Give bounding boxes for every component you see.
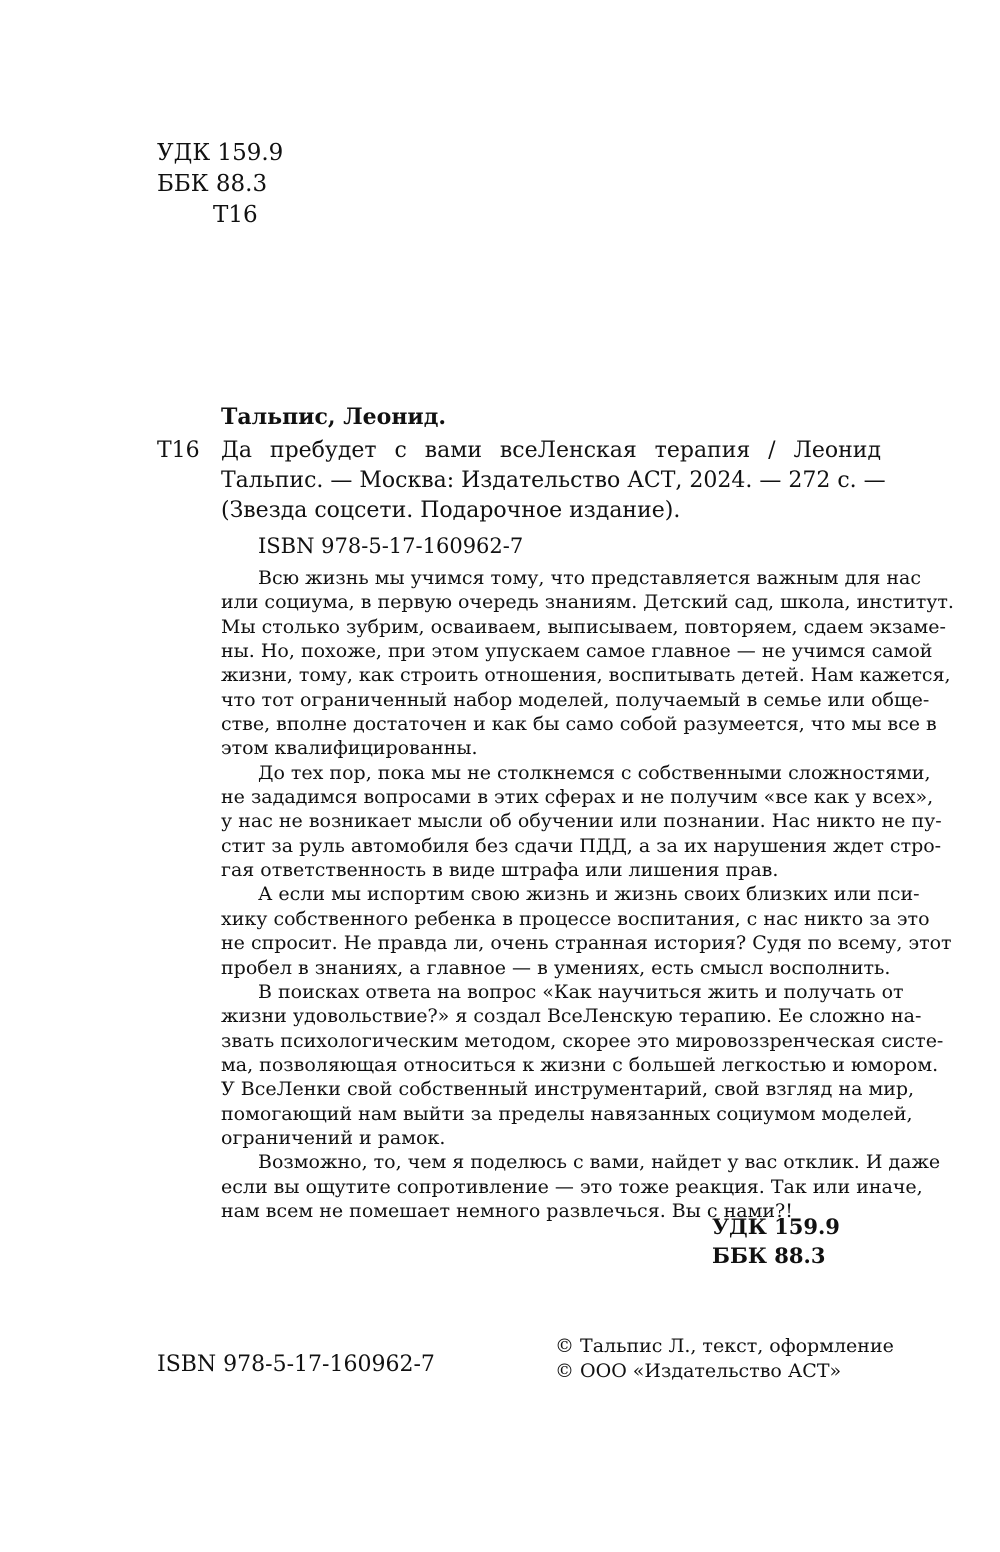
biblio-line: Тальпис. — Москва: Издательство АСТ, 2024. — 272 с. — [221,468,886,493]
annotation-line: ограничений и рамок. [221,1126,446,1149]
annotation-line: У ВсеЛенки свой собственный инструментарий, свой взгляд на мир, [221,1078,915,1101]
annotation-line: звать психологическим методом, скорее это мировоззренческая систе- [221,1029,944,1052]
bibliographic-description [221,436,886,526]
annotation-line: или социума, в первую очередь знаниям. Детский сад, школа, институт. [221,591,954,614]
annotation [221,566,954,1223]
udk-code: УДК 159.9 [157,140,284,166]
annotation-line: не зададимся вопросами в этих сферах и не получим «все как у всех», [221,786,934,809]
udk-code-bottom: УДК 159.9 [712,1214,840,1239]
annotation-line: у нас не возникает мысли об обучении или познании. Нас никто не пу- [221,810,942,833]
annotation-line: стит за руль автомобиля без сдачи ПДД, а за их нарушения ждет стро- [221,834,942,857]
annotation-line: если вы ощутите сопротивление — это тоже реакция. Так или иначе, [221,1175,923,1198]
annotation-line: жизни удовольствие?» я создал ВсеЛенскую терапию. Ее сложно на- [221,1005,922,1028]
author-heading: Тальпис, Леонид. [221,404,447,430]
annotation-line: что тот ограниченный набор моделей, получаемый в семье или обще- [221,688,930,711]
classification-top [157,138,283,231]
annotation-line: Мы столько зубрим, осваиваем, выписываем, повторяем, сдаем экзаме- [221,615,946,638]
annotation-line: нам всем не помешает немного развлечься. Вы с нами?! [221,1199,793,1222]
annotation-line: жизни, тому, как строить отношения, воспитывать детей. Нам кажется, [221,664,951,687]
annotation-line: этом квалифицированны. [221,737,478,760]
annotation-line: ны. Но, похоже, при этом упускаем самое главное — не учимся самой [221,640,933,663]
author-sign-entry: Т16 [157,438,200,463]
annotation-line: пробел в знаниях, а главное — в умениях, есть смысл восполнить. [221,956,891,979]
classification-bottom [712,1212,840,1270]
biblio-line: Да пребудет с вами всеЛенская терапия / Леонид [221,438,881,463]
annotation-line: До тех пор, пока мы не столкнемся с собственными сложностями, [258,761,931,784]
annotation-line: ма, позволяющая относиться к жизни с большей легкостью и юмором. [221,1053,939,1076]
copyright-line: © ООО «Издательство АСТ» [555,1360,842,1382]
author-sign: Т16 [213,202,258,228]
copyright-line: © Тальпис Л., текст, оформление [555,1335,894,1357]
biblio-line: (Звезда соцсети. Подарочное издание). [221,498,681,523]
annotation-line: хику собственного ребенка в процессе воспитания, с нас никто за это [221,907,930,930]
annotation-line: Возможно, то, чем я поделюсь с вами, найдет у вас отклик. И даже [258,1151,941,1174]
annotation-line: гая ответственность в виде штрафа или лишения прав. [221,859,779,882]
copyright-block [555,1334,894,1384]
bbk-code: ББК 88.3 [157,171,268,197]
annotation-line: помогающий нам выйти за пределы навязанных социумом моделей, [221,1102,913,1125]
annotation-line: В поисках ответа на вопрос «Как научиться жить и получать от [258,980,904,1003]
annotation-line: А если мы испортим свою жизнь и жизнь своих близких или пси- [258,883,920,906]
isbn-footer: ISBN 978-5-17-160962-7 [157,1352,435,1377]
annotation-line: стве, вполне достаточен и как бы само собой разумеется, что мы все в [221,713,937,736]
isbn-entry: ISBN 978-5-17-160962-7 [258,534,524,558]
annotation-line: Всю жизнь мы учимся тому, что представляется важным для нас [258,567,922,589]
bbk-code-bottom: ББК 88.3 [712,1243,826,1268]
annotation-line: не спросит. Не правда ли, очень странная история? Судя по всему, этот [221,932,952,955]
